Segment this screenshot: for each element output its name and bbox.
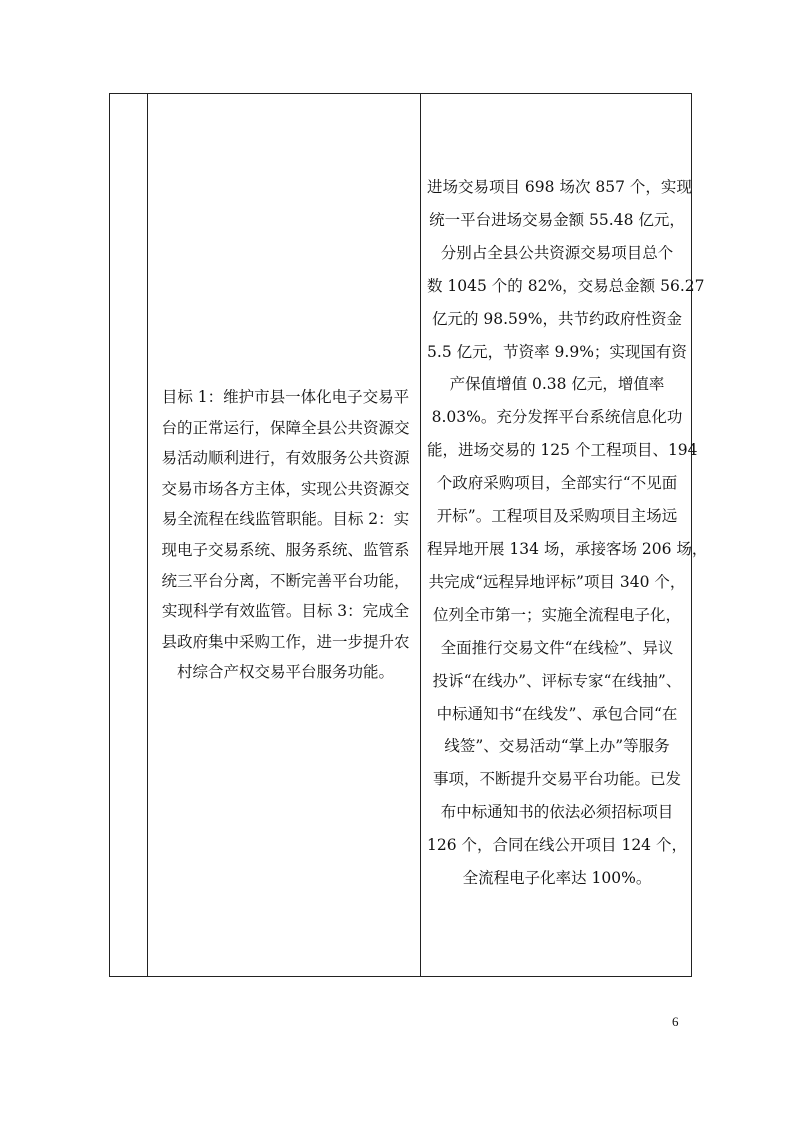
- text-line: 实现科学有效监管。目标 3：完成全: [161, 602, 410, 621]
- text-line: 126 个，合同在线公开项目 124 个，: [427, 836, 687, 855]
- result-text: [421, 171, 708, 895]
- page-number: 6: [672, 1014, 679, 1029]
- table-row: [110, 94, 692, 977]
- text-line: 数 1045 个的 82%，交易总金额 56.27: [427, 276, 705, 295]
- blank-index-cell: [110, 94, 148, 977]
- goal-cell: [148, 94, 421, 977]
- content-table: [109, 93, 708, 977]
- text-line: 产保值增值 0.38 亿元，增值率: [449, 375, 665, 394]
- text-line: 8.03%。充分发挥平台系统信息化功: [431, 408, 683, 427]
- text-line: 布中标通知书的依法必须招标项目: [440, 803, 674, 822]
- text-line: 5.5 亿元，节资率 9.9%；实现国有资: [427, 342, 687, 361]
- text-line: 中标通知书“在线发”、承包合同“在: [436, 704, 678, 723]
- text-line: 开标”。工程项目及采购项目主场远: [436, 507, 678, 526]
- text-line: 进场交易项目 698 场次 857 个，实现: [427, 178, 692, 197]
- text-line: 台的正常运行，保障全县公共资源交: [161, 418, 410, 437]
- text-line: 统一平台进场交易金额 55.48 亿元，: [429, 210, 685, 229]
- text-line: 全面推行交易文件“在线检”、异议: [440, 638, 674, 657]
- text-line: 交易市场各方主体，实现公共资源交: [161, 479, 410, 498]
- text-line: 个政府采购项目，全部实行“不见面: [436, 474, 678, 493]
- text-line: 县政府集中采购工作，进一步提升农: [161, 632, 410, 651]
- text-line: 投诉“在线办”、评标专家“在线抽”、: [432, 671, 682, 690]
- goal-text: [148, 382, 420, 688]
- text-line: 能，进场交易的 125 个工程项目、194: [427, 441, 698, 460]
- text-line: 现电子交易系统、服务系统、监管系: [161, 541, 410, 559]
- text-line: 线签”、交易活动“掌上办”等服务: [444, 737, 670, 756]
- text-line: 位列全市第一；实施全流程电子化，: [432, 605, 681, 624]
- text-line: 村综合产权交易平台服务功能。: [176, 663, 394, 682]
- result-cell: [421, 94, 708, 977]
- text-line: 共完成“远程异地评标”项目 340 个，: [428, 572, 686, 591]
- text-line: 事项，不断提升交易平台功能。已发: [432, 770, 681, 789]
- text-line: 分别占全县公共资源交易项目总个: [440, 243, 674, 262]
- text-line: 程异地开展 134 场，承接客场 206 场，: [427, 540, 708, 558]
- text-line: 目标 1：维护市县一体化电子交易平: [161, 388, 410, 407]
- text-line: 易活动顺利进行，有效服务公共资源: [161, 449, 410, 468]
- text-line: 易全流程在线监管职能。目标 2：实: [161, 510, 410, 529]
- text-line: 全流程电子化率达 100%。: [462, 869, 652, 888]
- text-line: 统三平台分离，不断完善平台功能，: [161, 571, 410, 590]
- text-line: 亿元的 98.59%，共节约政府性资金: [431, 309, 683, 328]
